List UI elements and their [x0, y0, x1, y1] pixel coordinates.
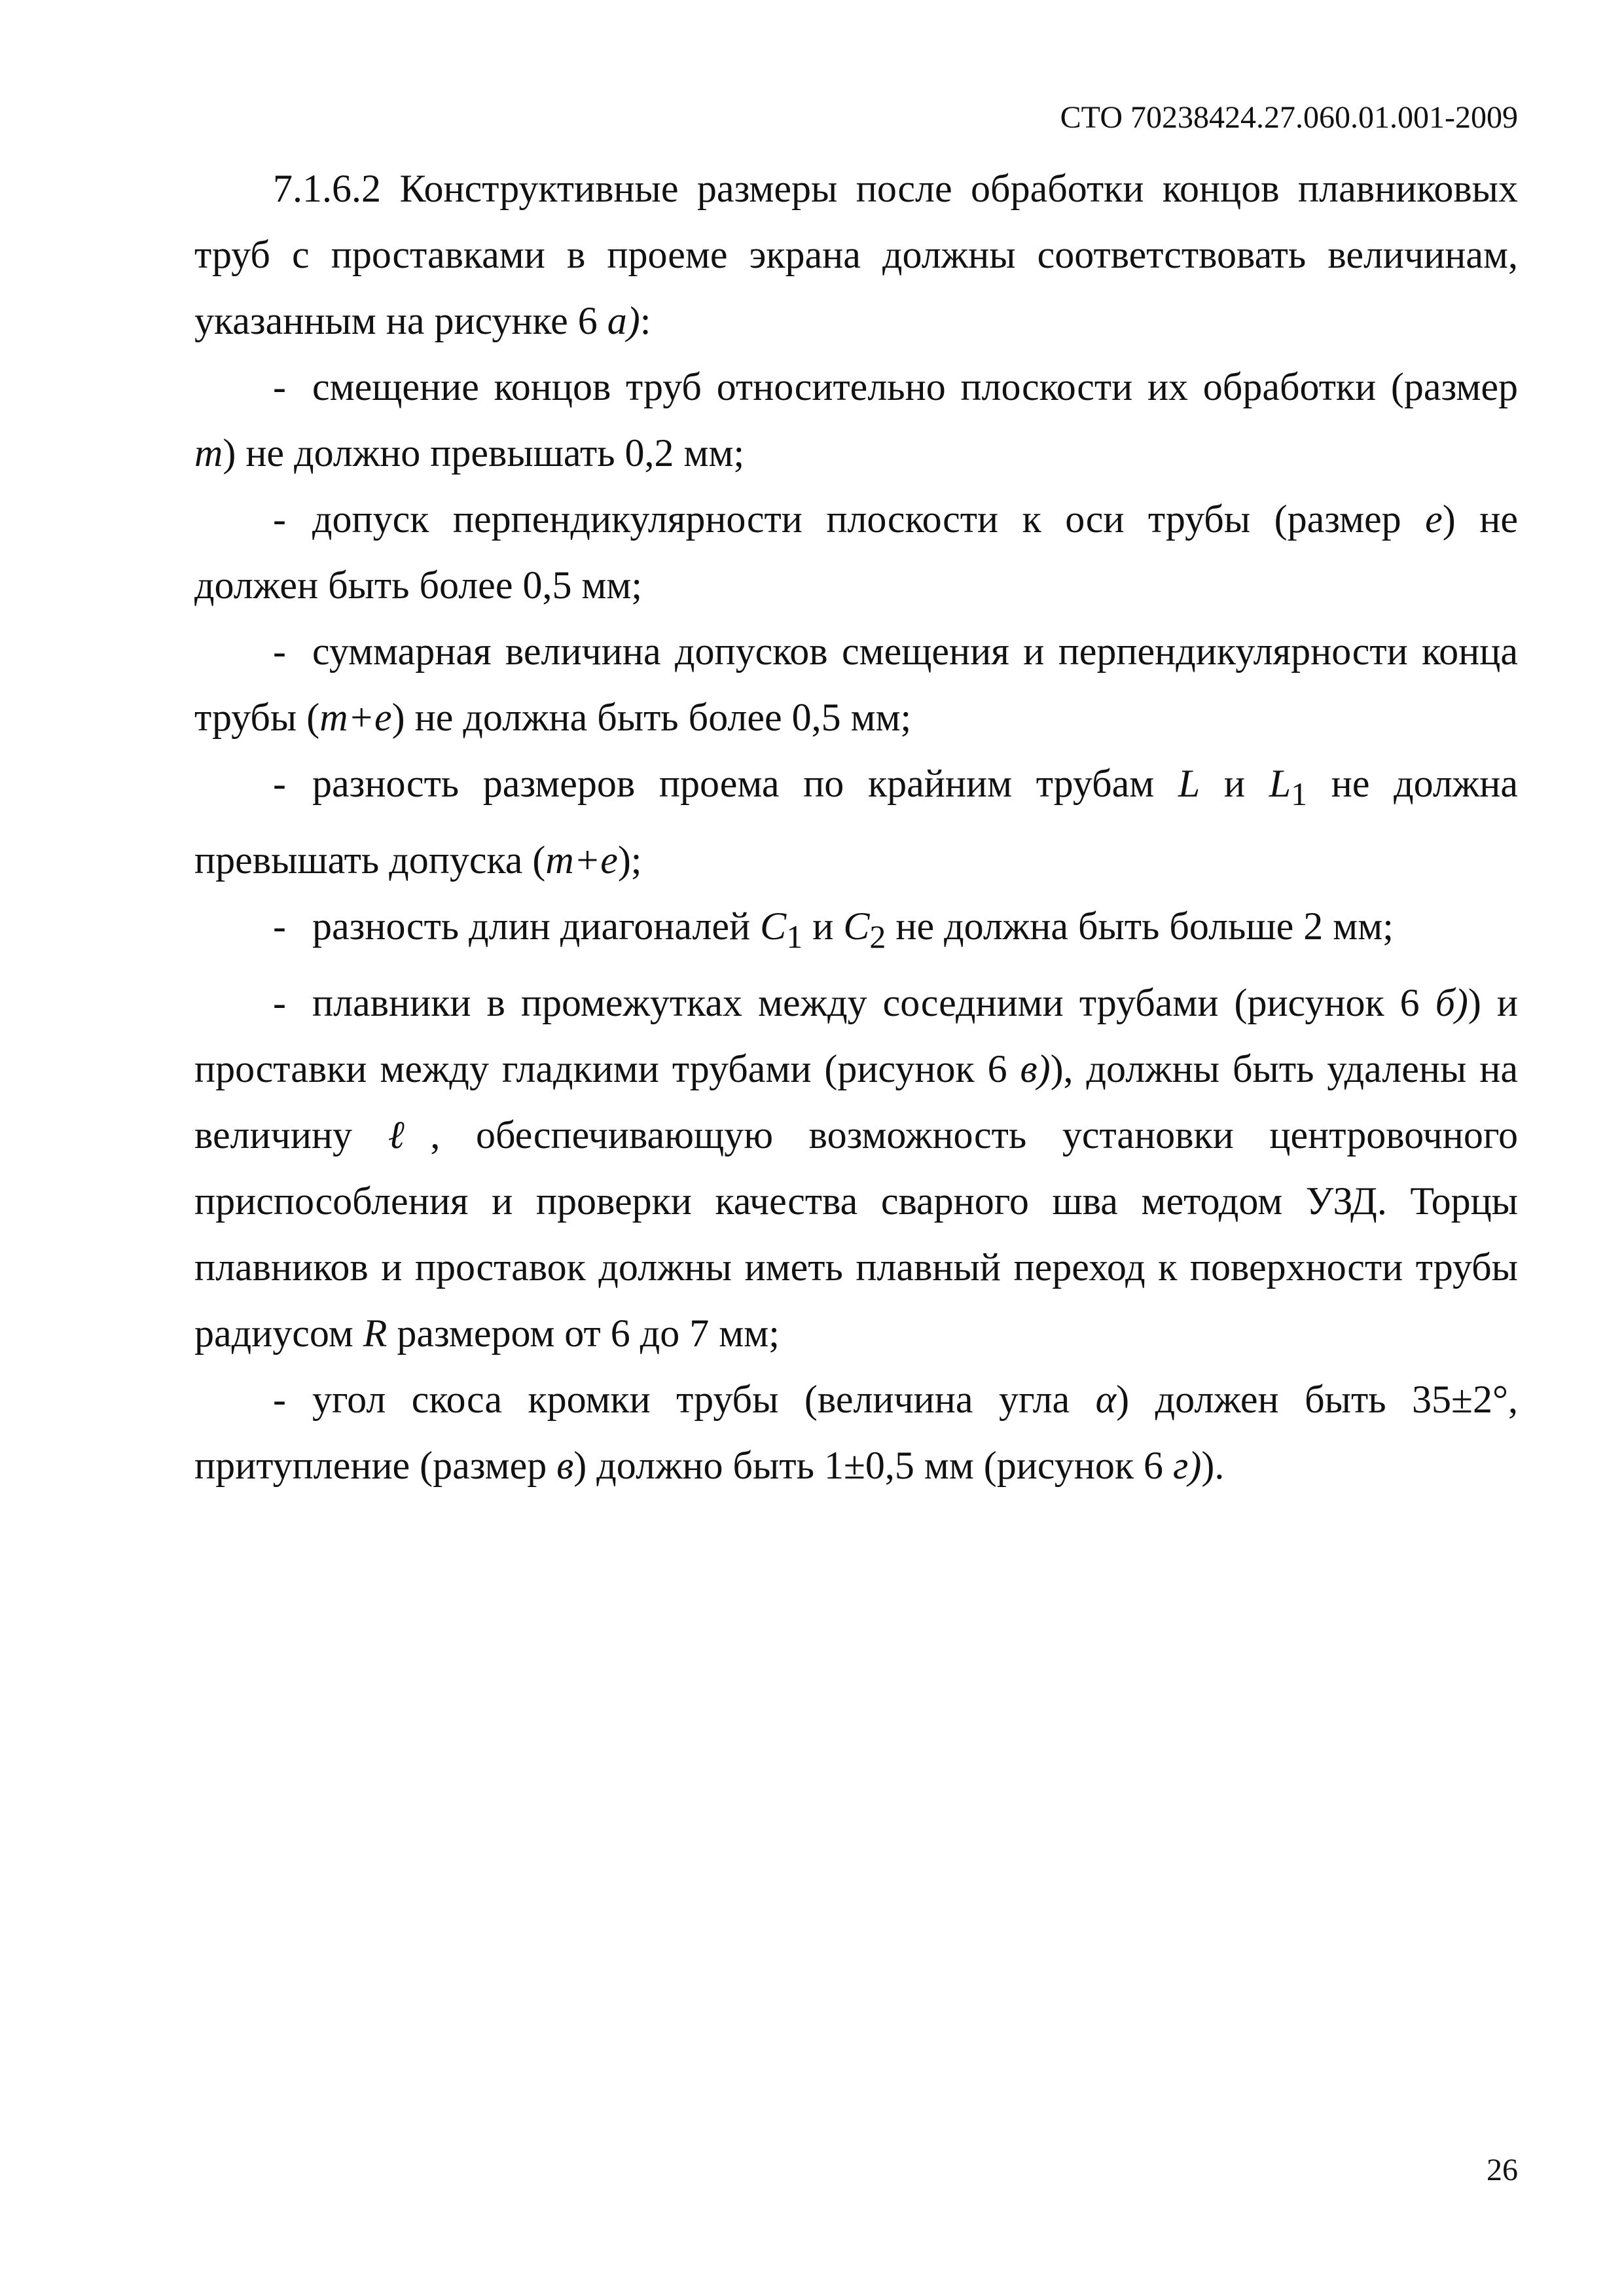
item-text: разность длин диагоналей: [312, 905, 761, 948]
item-variable: C: [843, 905, 870, 948]
item-text: ) не должен быть более 0,5 мм;: [194, 497, 1518, 607]
item-variable: е: [1425, 497, 1443, 541]
item-variable: L: [1269, 762, 1291, 805]
figure-reference: а): [607, 299, 640, 342]
item-variable: б): [1435, 981, 1468, 1024]
item-variable: в): [1020, 1047, 1051, 1090]
item-text: );: [617, 838, 642, 882]
list-dash: -: [273, 905, 286, 948]
item-variable: C: [760, 905, 787, 948]
document-body: [194, 156, 1518, 1499]
item-text: не должна быть больше 2 мм;: [886, 905, 1394, 948]
item-variable: R: [363, 1312, 388, 1355]
item-variable: m: [194, 431, 223, 475]
item-text: плавники в промежутках между соседними трубами (рисунок 6: [312, 981, 1435, 1024]
item-text: ), должны быть удалены на величину: [194, 1047, 1518, 1157]
list-dash: -: [273, 630, 286, 673]
item-subscript: 2: [869, 918, 886, 955]
item-subscript: 1: [1291, 776, 1308, 812]
list-dash: -: [273, 497, 286, 541]
clause-number: 7.1.6.2: [273, 167, 381, 210]
item-text: ) не должно превышать 0,2 мм;: [223, 431, 745, 475]
item-text: угол скоса кромки трубы (величина угла: [312, 1378, 1096, 1421]
item-text: допуск перпендикулярности плоскости к оси трубы (размер: [312, 497, 1426, 541]
document-code-header: СТО 70238424.27.060.01.001-2009: [1060, 100, 1518, 135]
item-variable: m+е: [545, 838, 618, 882]
item-variable: г): [1173, 1444, 1202, 1487]
item-text: ) должно быть 1±0,5 мм (рисунок 6: [573, 1444, 1173, 1487]
item-text: и: [803, 905, 844, 948]
list-dash: -: [273, 1378, 286, 1421]
item-text: ) должен быть 35±2°, притупление (размер: [194, 1378, 1518, 1487]
list-item-fins-removal: [194, 970, 1518, 1367]
item-text: ).: [1201, 1444, 1225, 1487]
list-item-perpendicularity: [194, 486, 1518, 619]
list-item-displacement: [194, 354, 1518, 486]
item-text: размером от 6 до 7 мм;: [387, 1312, 780, 1355]
item-subscript: 1: [786, 918, 803, 955]
item-text: смещение концов труб относительно плоскости их обработки (размер: [312, 365, 1518, 408]
item-text: разность размеров проема по крайним трубам: [312, 762, 1178, 805]
item-variable: в: [556, 1444, 574, 1487]
list-dash: -: [273, 365, 286, 408]
item-text: , обеспечивающую возможность установки центровочного приспособления и проверки качества сварного шва методом УЗД. Торцы плавников и проставок должны иметь плавный переход к поверхности трубы радиусом: [194, 1113, 1518, 1355]
item-variable: m+е: [319, 696, 392, 739]
clause-text: Конструктивные размеры после обработки концов плавниковых труб с проставками в проеме экрана должны соответствовать величинам, указанным на рисунке 6: [194, 167, 1518, 342]
item-text: ) не должна быть более 0,5 мм;: [391, 696, 912, 739]
list-item-total-tolerance: [194, 619, 1518, 751]
list-dash: -: [273, 762, 286, 805]
list-item-opening-size-difference: [194, 751, 1518, 893]
list-item-bevel-angle: [194, 1367, 1518, 1499]
item-variable: α: [1095, 1378, 1117, 1421]
item-text: ) и проставки между гладкими трубами (рисунок 6: [194, 981, 1518, 1090]
clause-text-end: :: [640, 299, 651, 342]
item-text: и: [1200, 762, 1269, 805]
list-item-diagonal-difference: [194, 893, 1518, 970]
item-variable: L: [1178, 762, 1200, 805]
list-dash: -: [273, 981, 286, 1024]
clause-7-1-6-2: [194, 156, 1518, 354]
item-variable: ℓ: [388, 1113, 431, 1157]
item-text: суммарная величина допусков смещения и перпендикулярности конца трубы (: [194, 630, 1518, 739]
item-text: не должна превышать допуска (: [194, 762, 1518, 882]
page-number: 26: [1487, 2153, 1518, 2187]
